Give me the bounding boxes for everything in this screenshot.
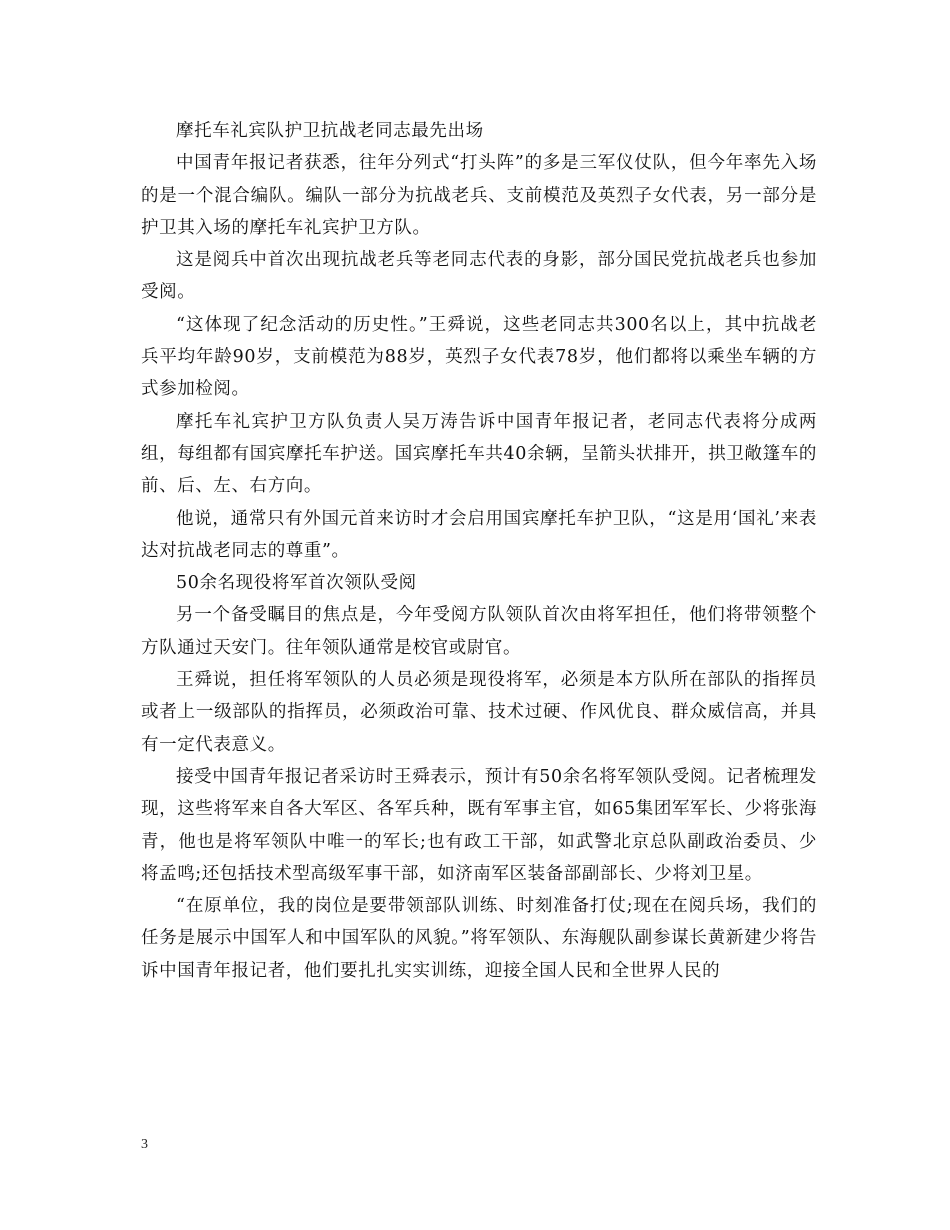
body-paragraph: 王舜说，担任将军领队的人员必须是现役将军，必须是本方队所在部队的指挥员或者上一级部队的指挥员，必须政治可靠、技术过硬、作风优良、群众威信高，并具有一定代表意义。 — [141, 670, 817, 755]
body-paragraph: 这是阅兵中首次出现抗战老兵等老同志代表的身影，部分国民党抗战老兵也参加受阅。 — [141, 250, 817, 303]
body-paragraph: 摩托车礼宾护卫方队负责人吴万涛告诉中国青年报记者，老同志代表将分成两组，每组都有国宾摩托车护送。国宾摩托车共40余辆，呈箭头状排开，拱卫敞篷车的前、后、左、右方向。 — [141, 411, 817, 497]
body-paragraph: 接受中国青年报记者采访时王舜表示，预计有50余名将军领队受阅。记者梳理发现，这些将军来自各大军区、各军兵种，既有军事主官，如65集团军军长、少将张海青，他也是将军领队中唯一的军长;也有政工干部，如武警北京总队副政治委员、少将孟鸣;还包括技术型高级军事干部，如济南军区装备部副部长、少将刘卫星。 — [141, 766, 817, 884]
body-paragraph: 他说，通常只有外国元首来访时才会启用国宾摩托车护卫队，“这是用‘国礼’来表达对抗战老同志的尊重”。 — [141, 508, 817, 561]
body-paragraph: 另一个备受瞩目的焦点是，今年受阅方队领队首次由将军担任，他们将带领整个方队通过天安门。往年领队通常是校官或尉官。 — [141, 605, 817, 658]
body-paragraph: “这体现了纪念活动的历史性。”王舜说，这些老同志共300名以上，其中抗战老兵平均年龄90岁，支前模范为88岁，英烈子女代表78岁，他们都将以乘坐车辆的方式参加检阅。 — [141, 314, 817, 400]
section-heading: 50余名现役将军首次领队受阅 — [176, 573, 417, 594]
body-paragraph: “在原单位，我的岗位是要带领部队训练、时刻准备打仗;现在在阅兵场，我们的任务是展示中国军人和中国军队的风貌。”将军领队、东海舰队副参谋长黄新建少将告诉中国青年报记者，他们要扎扎实实训练，迎接全国人民和全世界人民的 — [141, 896, 817, 981]
document-body — [141, 115, 817, 987]
body-paragraph: 中国青年报记者获悉，往年分列式“打头阵”的多是三军仪仗队，但今年率先入场的是一个混合编队。编队一部分为抗战老兵、支前模范及英烈子女代表，另一部分是护卫其入场的摩托车礼宾护卫方队。 — [141, 153, 817, 238]
section-heading: 摩托车礼宾队护卫抗战老同志最先出场 — [176, 121, 484, 141]
page-number: 3 — [141, 1137, 148, 1152]
